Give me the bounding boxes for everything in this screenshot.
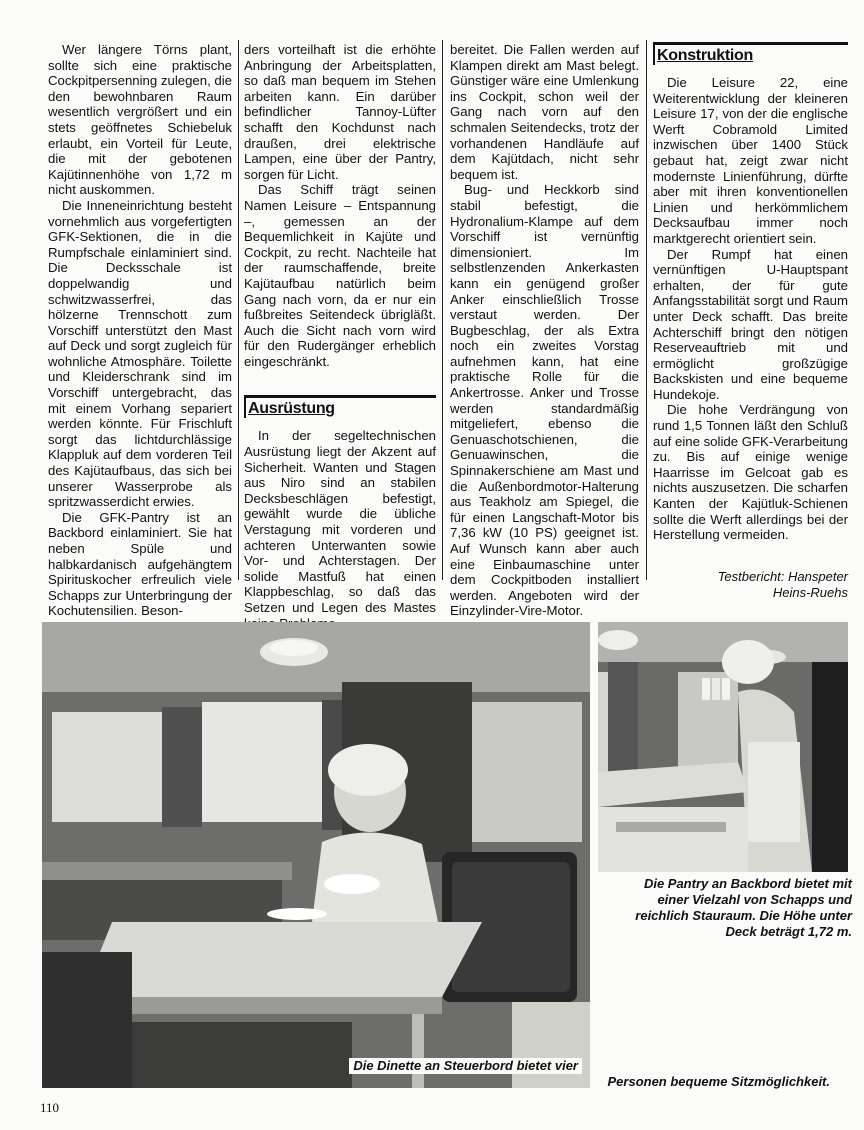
caption-line: reichlich Stauraum. Die Höhe unter [635,908,852,923]
caption-line: Die Pantry an Backbord bietet mit [643,876,852,891]
paragraph: Das Schiff trägt seinen Namen Leisure – Entspannung –, gemessen an der Bequemlichkeit in Kajüte und Cockpit, zu recht. Nachteile hat der raumschaffende, breite Kajütaufbau natürlich beim Gang nach vorn, da er nur ein fußbreites Seitendeck übrigläßt. Auch die Sicht nach vorn wird für den Rudergänger erheblich eingeschränkt. [244,182,436,369]
pantry-photo-drawing [598,622,848,872]
byline-line: Testbericht: Hanspeter [717,568,848,584]
paragraph: Die Inneneinrichtung besteht vornehmlich aus vorgefertigten GFK-Sektionen, die in die Rumpfschale einlaminiert sind. Die Decksschale ist doppelwandig und schwitzwasserfrei, das hölzerne Trennschott zum Vorschiff unterstützt den Mast auf Deck und sorgt zugleich für wohnliche Atmosphäre. Toilette und Kleiderschrank sind im Vorschiff untergebracht, das mit einem Vorhang separiert werden könnte. Für Frischluft sorgt das lichtdurchlässige Klappluk auf dem vorderen Teil des Kajütaufbaus, das sich bei unserer Wasserprobe als spritzwasserdicht erwies. [48,197,232,510]
pantry-photo [598,622,848,872]
paragraph: Wer längere Törns plant, sollte sich eine praktische Cockpitpersenning zulegen, die den bewohnbaren Raum wesentlich vergrößert und ein stets geöffnetes Schiebeluk erlaubt, ein Vorteil für Leute, die mit der gebotenen Kajütinnenhöhe von 1,72 m nicht auskommen. [48,42,233,198]
section-heading-konstruktion: Konstruktion [653,42,848,65]
dinette-photo-drawing [42,622,590,1088]
column-rule [238,40,239,580]
text-column-1 [48,42,232,619]
dinette-caption [349,1058,582,1074]
caption-line: Personen bequeme Sitzmöglichkeit. [607,1074,830,1089]
section-heading-ausruestung: Ausrüstung [244,395,436,418]
text-column-4 [653,42,848,601]
byline [653,569,848,601]
dinette-caption-line2 [604,1074,835,1090]
text-column-2 [244,42,436,631]
caption-line: einer Vielzahl von Schapps und [657,892,852,907]
column-rule [646,40,647,580]
paragraph: bereitet. Die Fallen werden auf Klampen direkt am Mast belegt. Günstiger wäre eine Umlenkung ins Cockpit, schon weil der Gang nach vorn auf den schmalen Seitendecks, trotz der vorhandenen Handläufe auf dem Kajütdach, nicht sehr bequem ist. [450,42,639,182]
paragraph: ders vorteilhaft ist die erhöhte Anbringung der Arbeitsplatten, so daß man bequem im Stehen arbeiten kann. Ein darüber befindlicher Tannoy-Lüfter schafft den Kochdunst nach draußen, drei elektrische Lampen, eine über der Pantry, sorgen für Licht. [244,42,436,182]
paragraph: Die GFK-Pantry ist an Backbord einlaminiert. Sie hat neben Spüle und halbkardanisch aufgehängtem Spirituskocher erfreulich viele Schapps zur Unterbringung der Kochutensilien. Beson- [48,509,232,619]
paragraph: Die hohe Verdrängung von rund 1,5 Tonnen läßt den Schluß auf eine solide GFK-Verarbeitung zu. Bis auf einige wenige Haarrisse im Gelcoat gab es nichts auszusetzen. Die scharfen Kanten der Kajütluk-Schienen sollte die Werft allerdings bei der Herstellung vermeiden. [653,402,848,543]
caption-line: Die Dinette an Steuerbord bietet vier [353,1058,578,1073]
dinette-photo [42,622,590,1088]
pantry-caption [612,876,852,940]
text-column-3 [450,42,639,619]
paragraph: Der Rumpf hat einen vernünftigen U-Hauptspant erhalten, der für gute Anfangsstabilität sorgt und Raum unter Deck schafft. Das breite Achterschiff bringt den nötigen Reserveauftrieb mit und ermöglicht großzügige Backskisten und eine bequeme Hundekoje. [653,246,848,402]
page-number: 110 [40,1100,60,1115]
paragraph: In der segeltechnischen Ausrüstung liegt der Akzent auf Sicherheit. Wanten und Stagen aus Niro sind an stabilen Decksbeschlägen befestigt, gewählt wurde die übliche Verstagung mit vorderen und achteren Unterwanten sowie Vor- und Achterstagen. Der solide Mastfuß hat einen Klappbeschlag, so daß das Setzen und Legen des Mastes [244,428,436,615]
paragraph: Bug- und Heckkorb sind stabil befestigt, die Hydronalium-Klampe auf dem Vorschiff ist vernünftig dimensioniert. Im selbstlenzenden Ankerkasten kann ein genügend großer Anker einschließlich Trosse verstaut werden. Der Bugbeschlag, der als Extra noch ein zweites Vorstag aufnehmen kann, hat eine praktische Rolle für die Ankertrosse. Anker und Trosse werden standardmäßig mitgeliefert, ebenso die Genuaschotschienen, die Genuawinschen, die Spinnakerschiene am Mast und die Außenbordmotor-Halterung aus Teakholz am Spiegel, die für einen Langschaft-Motor bis 7,36 kW (10 PS) geeignet ist. Auf Wunsch kann aber auch eine Einbaumaschine unter dem Cockpitboden installiert werden. Angeboten wird der Einzylinder-Vire-Motor. [450,182,639,619]
column-rule [442,40,443,580]
paragraph: Die Leisure 22, eine Weiterentwicklung der kleineren Leisure 17, von der die englische Werft Cobramold Limited inzwischen über 1400 Stück gebaut hat, zeigt zwar nicht modernste Linienführung, dürfte aber mit ihren konventionellen Linien und herkömmlichem Decksaufbau immer noch marktgerecht orientiert sein. [653,75,848,246]
caption-line: Deck beträgt 1,72 m. [725,924,852,939]
byline-line: Heins-Ruehs [772,584,848,600]
